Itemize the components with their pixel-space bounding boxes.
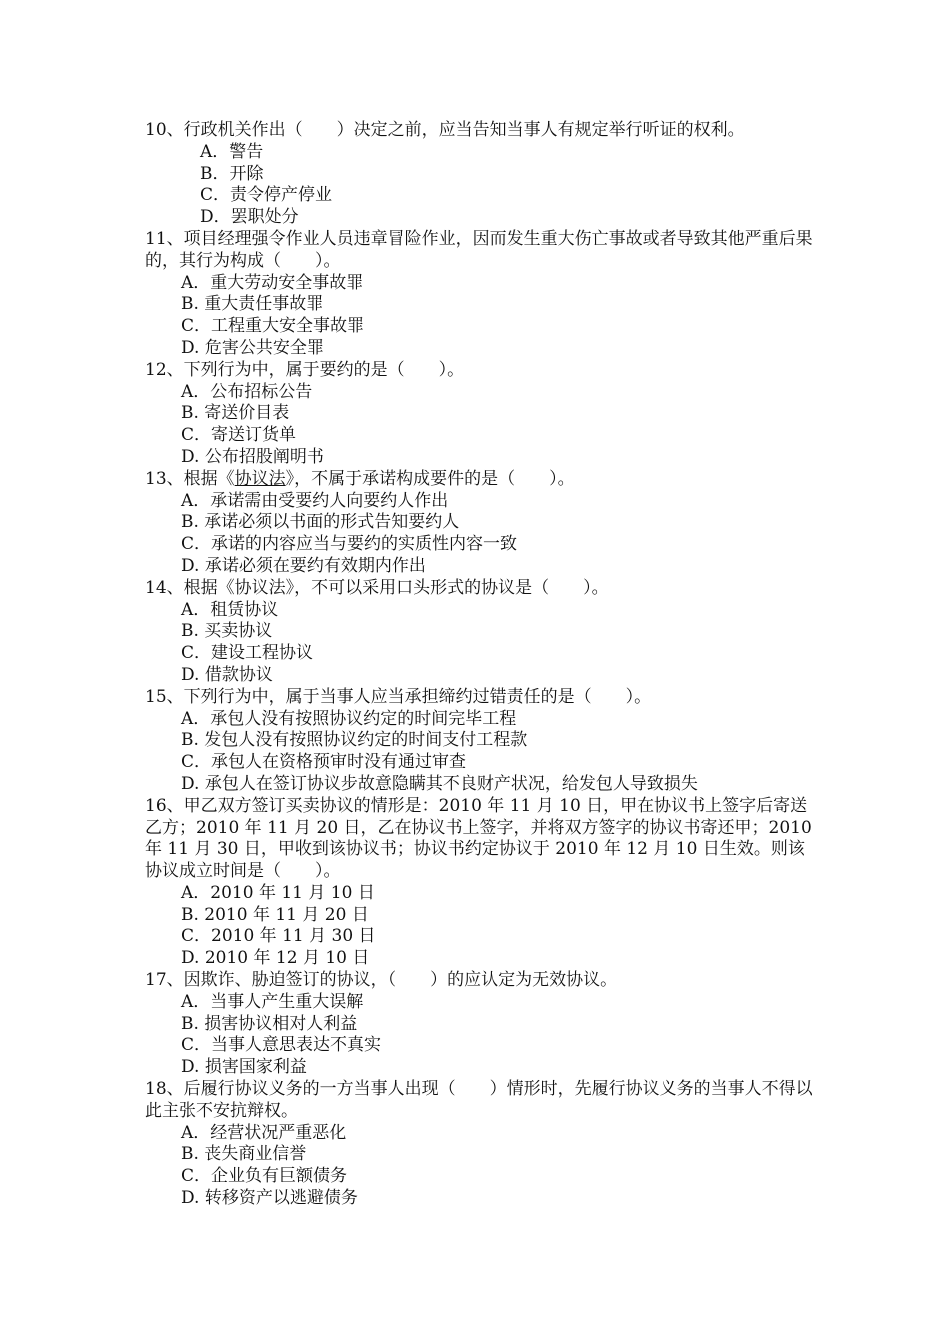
option-item: C．当事人意思表达不真实 — [181, 1035, 382, 1056]
option-item: D. 损害国家利益 — [181, 1057, 307, 1078]
option-item: A．公布招标公告 — [181, 381, 313, 402]
question-block — [145, 120, 815, 229]
question-block — [145, 469, 815, 578]
question-block — [145, 578, 815, 687]
question-block — [145, 1079, 815, 1210]
option-item: B. 损害协议相对人利益 — [181, 1013, 358, 1034]
option-item: C．2010 年 11 月 30 日 — [181, 926, 376, 947]
option-item: A．承包人没有按照协议约定的时间完毕工程 — [181, 708, 517, 729]
option-item: A．重大劳动安全事故罪 — [181, 272, 364, 293]
question-block — [145, 796, 815, 970]
question-stem: 17、因欺诈、胁迫签订的协议，（ ）的应认定为无效协议。 — [145, 970, 618, 991]
option-item: D. 危害公共安全罪 — [181, 337, 324, 358]
option-list — [145, 709, 815, 796]
option-item: B. 发包人没有按照协议约定的时间支付工程款 — [181, 730, 528, 751]
question-stem: 18、后履行协议义务的一方当事人出现（ ）情形时，先履行协议义务的当事人不得以此主张不安抗辩权。 — [145, 1079, 813, 1121]
document-body — [145, 120, 815, 1210]
option-item: D．罢职处分 — [200, 207, 299, 228]
option-item: D. 承包人在签订协议步故意隐瞒其不良财产状况，给发包人导致损失 — [181, 773, 698, 794]
option-list — [145, 992, 815, 1079]
option-item: D. 公布招股阐明书 — [181, 446, 324, 467]
option-item: B. 丧失商业信誉 — [181, 1144, 307, 1165]
option-list — [145, 600, 815, 687]
option-item: C．责令停产停业 — [200, 185, 333, 206]
option-item: D. 2010 年 12 月 10 日 — [181, 948, 370, 969]
question-stem: 10、行政机关作出（ ）决定之前，应当告知当事人有规定举行听证的权利。 — [145, 120, 745, 140]
option-item: A．2010 年 11 月 10 日 — [181, 882, 375, 903]
option-item: A．承诺需由受要约人向要约人作出 — [181, 490, 449, 511]
option-item: D. 借款协议 — [181, 664, 273, 685]
option-list — [145, 1123, 815, 1210]
question-block — [145, 360, 815, 469]
option-list — [145, 273, 815, 360]
stem-text: 》，不属于承诺构成要件的是（ ）。 — [285, 468, 575, 489]
option-item: D. 转移资产以逃避债务 — [181, 1188, 358, 1209]
question-stem: 15、下列行为中，属于当事人应当承担缔约过错责任的是（ ）。 — [145, 686, 652, 707]
option-item: C．企业负有巨额债务 — [181, 1166, 348, 1187]
option-item: C．承诺的内容应当与要约的实质性内容一致 — [181, 534, 518, 555]
option-list — [145, 142, 815, 229]
stem-text: 13、根据《 — [145, 468, 235, 489]
option-item: A．租赁协议 — [181, 599, 279, 620]
question-block — [145, 970, 815, 1079]
question-stem: 12、下列行为中，属于要约的是（ ）。 — [145, 359, 465, 380]
question-block — [145, 229, 815, 360]
option-item: B. 寄送价目表 — [181, 403, 290, 424]
option-item: B. 2010 年 11 月 20 日 — [181, 904, 369, 925]
option-item: B. 承诺必须以书面的形式告知要约人 — [181, 512, 460, 533]
question-stem: 16、甲乙双方签订买卖协议的情形是：2010 年 11 月 10 日，甲在协议书上签字后寄送乙方；2010 年 11 月 20 日，乙在协议书上签字，并将双方签字的协议书寄还甲；2010 年 11 月 30 日，甲收到该协议书；协议书约定协议于 2010 年 12 月 10 日生效。则该协议成立时间是（ ）。 — [145, 795, 812, 882]
option-item: C．建设工程协议 — [181, 643, 314, 664]
option-item: A．当事人产生重大误解 — [181, 991, 364, 1012]
option-item: B. 买卖协议 — [181, 621, 273, 642]
option-item: D. 承诺必须在要约有效期内作出 — [181, 555, 426, 576]
question-block — [145, 687, 815, 796]
stem-underlined-text: 协议法 — [234, 468, 286, 489]
option-item: C．工程重大安全事故罪 — [181, 316, 365, 337]
option-list — [145, 883, 815, 970]
question-stem: 14、根据《协议法》，不可以采用口头形式的协议是（ ）。 — [145, 577, 609, 598]
option-item: A．经营状况严重恶化 — [181, 1122, 347, 1143]
option-list — [145, 491, 815, 578]
option-list — [145, 382, 815, 469]
option-item: B．开除 — [200, 163, 264, 184]
question-stem — [145, 469, 815, 491]
option-item: C．承包人在资格预审时没有通过审查 — [181, 752, 467, 773]
option-item: A．警告 — [200, 141, 264, 162]
question-stem: 11、项目经理强令作业人员违章冒险作业，因而发生重大伤亡事故或者导致其他严重后果的，其行为构成（ ）。 — [145, 228, 813, 271]
option-item: C．寄送订货单 — [181, 425, 297, 446]
option-item: B. 重大责任事故罪 — [181, 294, 324, 315]
